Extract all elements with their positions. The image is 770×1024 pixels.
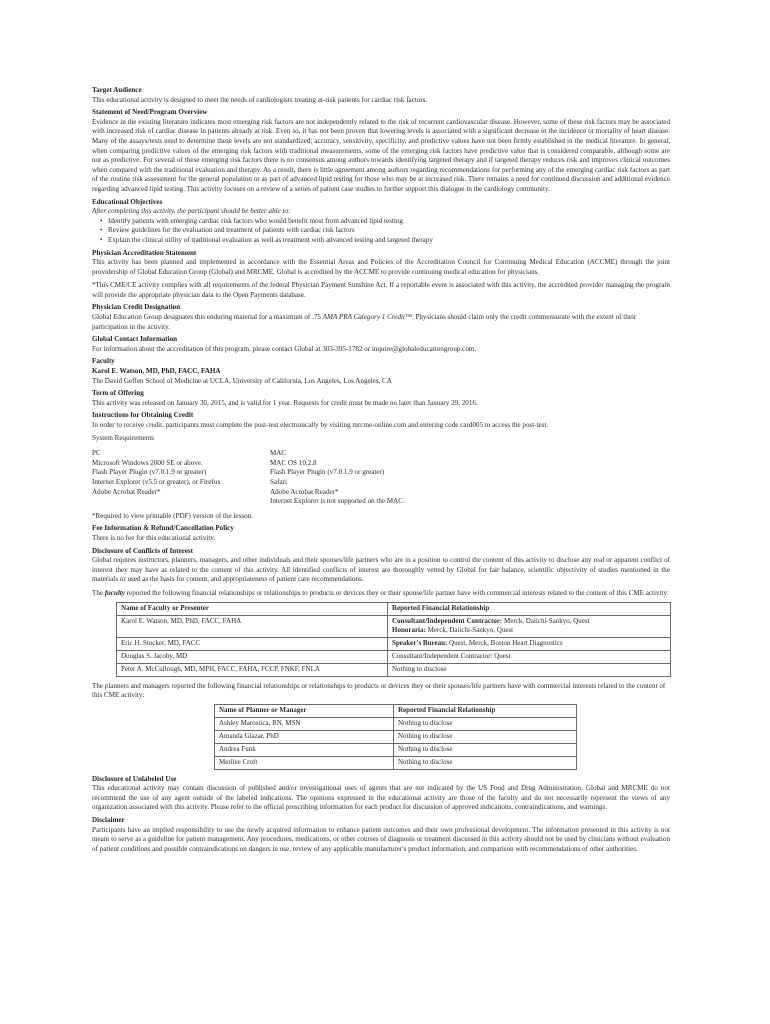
- planner-disclosure-table: [214, 704, 577, 770]
- table-row: [215, 756, 577, 769]
- relationship-cell: [388, 637, 671, 650]
- faculty-disclosure-intro: [92, 589, 670, 599]
- relationship-line: [392, 617, 666, 626]
- faculty-affiliation: The David Geffen School of Medicine at UCLA, University of California, Los Angeles, Los Angeles, CA: [92, 376, 392, 385]
- relationship-cell: Nothing to disclose: [394, 743, 577, 756]
- relationship-cell: Consultant/Independent Contractor: Quest: [388, 650, 671, 663]
- planner-name-cell: Merilee Croft: [215, 756, 394, 769]
- planner-name-cell: Ashley Marostica, RN, MSN: [215, 717, 394, 730]
- fee-section: [92, 524, 670, 543]
- objectives-list: [92, 217, 670, 246]
- relationship-cell: [388, 615, 671, 637]
- faculty-name-cell: Eric H. Stocker, MD, FACC: [117, 637, 388, 650]
- table-header-row: [117, 602, 671, 615]
- system-requirements-section: [92, 434, 670, 522]
- section-heading: Faculty: [92, 357, 115, 366]
- section-body: This educational activity may contain discussion of published and/or investigational uses of agents that are not indicated by the US Food and Drug Administration. Global and MRCME do not recommend the use of any agent outside of the labeled indications. The opinions expressed in the educational activity are those of the faculty and do not necessarily represent the views of any organization associated with this activity. Please refer to the official prescribing information for each product for discussion of approved indications, contraindications, and warnings.: [92, 784, 670, 812]
- objectives-section: [92, 198, 670, 246]
- table-row: [215, 730, 577, 743]
- table-row: [117, 650, 671, 663]
- section-heading: Educational Objectives: [92, 197, 163, 206]
- column-header: Reported Financial Relationship: [388, 602, 671, 615]
- section-heading: Disclosure of Conflicts of Interest: [92, 546, 194, 555]
- list-item: • Review guidelines for the evaluation and treatment of patients with cardiac risk factors: [108, 226, 670, 236]
- mac-heading: MAC: [270, 449, 287, 458]
- document-content: [92, 86, 670, 854]
- section-body: This activity has been planned and implemented in accordance with the Essential Areas and Policies of the Accreditation Council for Continuing Medical Education (ACCME) through the joint providership of Global Education Group (Global) and MRCME. Global is accredited by the ACCME to provide continuing medical education for physicians.: [92, 258, 670, 276]
- pc-requirements: [92, 449, 270, 507]
- mac-requirements: [270, 449, 570, 507]
- section-body: In order to receive credit, participants must complete the post-test electronically by visiting mrcme-online.com and entering code card005 to access the post-test.: [92, 421, 549, 429]
- faculty-name-cell: Peter A. McCullough, MD, MPH, FACC, FAHA, FCCP, FNKF, FNLA: [117, 663, 388, 676]
- credit-section: [92, 303, 670, 332]
- credit-text-pre: Global Education Group designates this enduring material for a maximum of .75: [92, 313, 323, 322]
- relationship-label: Speaker's Bureau:: [392, 639, 448, 647]
- faculty-disclosure-table: [116, 602, 671, 677]
- system-requirements-note: *Required to view printable (PDF) version of the lesson.: [92, 511, 253, 520]
- faculty-word: faculty: [104, 588, 125, 597]
- section-heading: Instructions for Obtaining Credit: [92, 411, 194, 420]
- section-body: Evidence in the existing literature indicates most emerging risk factors are not independently related to the risk of recurrent cardiovascular disease. However, some of these risk factors may be associated with increased risk of cardiac disease in patients already at risk. Even so, it has not been proven that lowering levels is associated with a significant decrease in the incidence or mortality of heart disease. Many of the assays/tests used to determine these levels are not standardized; accuracy, sensitivity, specificity, and predictive values have not been firmly established in the medical literature. In general, when comparing predictive values of the emerging risk factors with traditional measurements, some of the emerging risk factors have predictive value that is considered comparable, although some are not as predictive. For several of these emerging risk factors there is no consensus among authors towards identifying targeted therapy and if targeted therapy reduces risk and improves clinical outcomes when compared with the traditional evaluation and therapy. As a result, there is little agreement among authors regarding recommendations for performing any of the emerging cardiac risk factors as part of the routine risk assessment for the general population or as part of advanced lipid testing for those who may be at increased risk. There remains a need for continued discussion and additional evidence regarding advanced lipid testing. This activity focuses on a review of a series of patient case studies to further support this dialogue in the cardiology community.: [92, 117, 670, 193]
- objectives-intro: After completing this activity, the participant should be better able to:: [92, 207, 291, 216]
- section-body: Participants have an implied responsibility to use the newly acquired information to enhance patient outcomes and their own professional development. The information presented in this activity is not meant to serve as a guideline for patient management. Any procedures, medications, or other courses of diagnosis or treatment discussed in this activity should not be used by clinicians without evaluation of patient conditions and possible contraindications on dangers in use, review of any applicable manufacturer's product information, and comparison with recommendations of other authorities.: [92, 825, 670, 853]
- section-heading: Disclaimer: [92, 816, 125, 825]
- relationship-text: Merck, Daiichi-Sankyo, Quest: [502, 617, 590, 625]
- table-row: [117, 637, 671, 650]
- faculty-section: [92, 357, 670, 386]
- unlabeled-use-section: [92, 775, 670, 813]
- requirement-item: Flash Player Plugin (v7.0.1.9 or greater): [92, 468, 207, 477]
- section-heading: Target Audience: [92, 86, 142, 94]
- list-item: • Explain the clinical utility of traditional evaluation as well as treatment with advanced testing and targeted therapy: [108, 236, 670, 246]
- faculty-name-cell: Karol E. Watson, MD, PhD, FACC, FAHA: [117, 615, 388, 637]
- relationship-cell: Nothing to disclose: [394, 756, 577, 769]
- system-requirements-columns: [92, 449, 670, 507]
- section-heading: Disclosure of Unlabeled Use: [92, 774, 177, 783]
- faculty-name-cell: Douglas S. Jacoby, MD: [117, 650, 388, 663]
- section-heading: Global Contact Information: [92, 335, 178, 344]
- term-section: [92, 389, 670, 408]
- table-row: [117, 663, 671, 676]
- section-body: For information about the accreditation of this program, please contact Global at 303-395-1782 or inquire@globaleducationgroup.com.: [92, 344, 477, 353]
- planner-name-cell: Amanda Glazar, PhD: [215, 730, 394, 743]
- table-row: [215, 743, 577, 756]
- sunshine-note: *This CME/CE activity complies with all requirements of the federal Physician Payment Sunshine Act. If a reportable event is associated with this activity, the accredited provider managing the program will provide the appropriate physician data to the Open Payments database.: [92, 281, 670, 299]
- table-row: [117, 615, 671, 637]
- section-heading: Statement of Need/Program Overview: [92, 108, 208, 117]
- relationship-text: Quest, Merck, Boston Heart Diagnostics: [447, 639, 563, 647]
- relationship-text: Merck, Daiichi-Sankyo, Quest: [425, 626, 514, 634]
- requirement-item: Adobe Acrobat Reader*: [270, 487, 339, 496]
- instructions-section: [92, 411, 670, 430]
- section-heading: Fee Information & Refund/Cancellation Policy: [92, 524, 234, 533]
- relationship-cell: Nothing to disclose: [394, 730, 577, 743]
- section-body: Global requires instructors, planners, managers, and other individuals and their spouses/life partners who are in a position to control the content of this activity to disclose any real or apparent conflict of interest they may have as related to the content of this activity. All identified conflicts of interest are thoroughly vetted by Global for fair balance, scientific objectivity of studies mentioned in the materials or used as the basis for content, and appropriateness of patient care recommendations.: [92, 556, 670, 584]
- requirement-item: Safari: [270, 477, 287, 486]
- table-row: [215, 717, 577, 730]
- credit-label: AMA PRA Category 1 Credit™: [322, 313, 412, 322]
- relationship-label: Consultant/Independent Contractor:: [392, 617, 503, 625]
- section-body: There is no fee for this educational activity.: [92, 533, 216, 542]
- section-heading: Term of Offering: [92, 389, 144, 398]
- column-header: Reported Financial Relationship: [394, 704, 577, 717]
- relationship-line: [392, 626, 666, 635]
- section-body: [92, 313, 670, 332]
- planners-disclosure-intro: The planners and managers reported the following financial relationships or relationships to products or devices they or their spouses/life partners have with commercial interests related to the content of this CME activity:: [92, 681, 666, 700]
- table-header-row: [215, 704, 577, 717]
- intro-post: reported the following financial relationships or relationships to products or devices they or their spouse/life partner have with commercial interests related to the content of this CME activity:: [124, 588, 670, 597]
- section-heading: Physician Accreditation Statement: [92, 248, 197, 257]
- pc-heading: PC: [92, 449, 101, 458]
- contact-section: [92, 335, 670, 354]
- system-requirements-title: System Requirements: [92, 433, 155, 442]
- relationship-cell: Nothing to disclose: [394, 717, 577, 730]
- disclaimer-section: [92, 816, 670, 854]
- requirement-item: Internet Explorer (v5.5 or greater), or Firefox: [92, 477, 221, 486]
- need-section: [92, 108, 670, 194]
- planner-name-cell: Andrea Funk: [215, 743, 394, 756]
- conflicts-section: [92, 547, 670, 770]
- credit-text-post: . Physicians should claim only the credit commensurate with the extent of their participation in the activity.: [92, 313, 637, 331]
- intro-pre: The: [92, 588, 105, 597]
- requirement-item: Microsoft Windows 2000 SE or above.: [92, 458, 203, 467]
- requirement-item: Flash Player Plugin (v7.0.1.9 or greater): [270, 468, 385, 477]
- target-audience-section: [92, 86, 670, 105]
- faculty-name: Karol E. Watson, MD, PhD, FACC, FAHA: [92, 367, 221, 376]
- list-item: • Identify patients with emerging cardiac risk factors who would benefit most from advanced lipid testing: [108, 217, 670, 227]
- relationship-cell: Nothing to disclose: [388, 663, 671, 676]
- requirement-item: Adobe Acrobat Reader*: [92, 487, 161, 496]
- accreditation-section: [92, 249, 670, 301]
- relationship-label: Honoraria:: [392, 626, 426, 634]
- column-header: Name of Planner or Manager: [215, 704, 394, 717]
- section-body: This activity was released on January 30, 2015, and is valid for 1 year. Requests for credit must be made no later than January 29, 2016.: [92, 398, 478, 407]
- requirement-item: Internet Explorer is not supported on the MAC.: [270, 497, 405, 506]
- column-header: Name of Faculty or Presenter: [117, 602, 388, 615]
- section-body: This educational activity is designed to meet the needs of cardiologists treating at-risk patients for cardiac risk factors.: [92, 95, 428, 104]
- section-heading: Physician Credit Designation: [92, 303, 181, 312]
- requirement-item: MAC OS 10.2.8: [270, 458, 317, 467]
